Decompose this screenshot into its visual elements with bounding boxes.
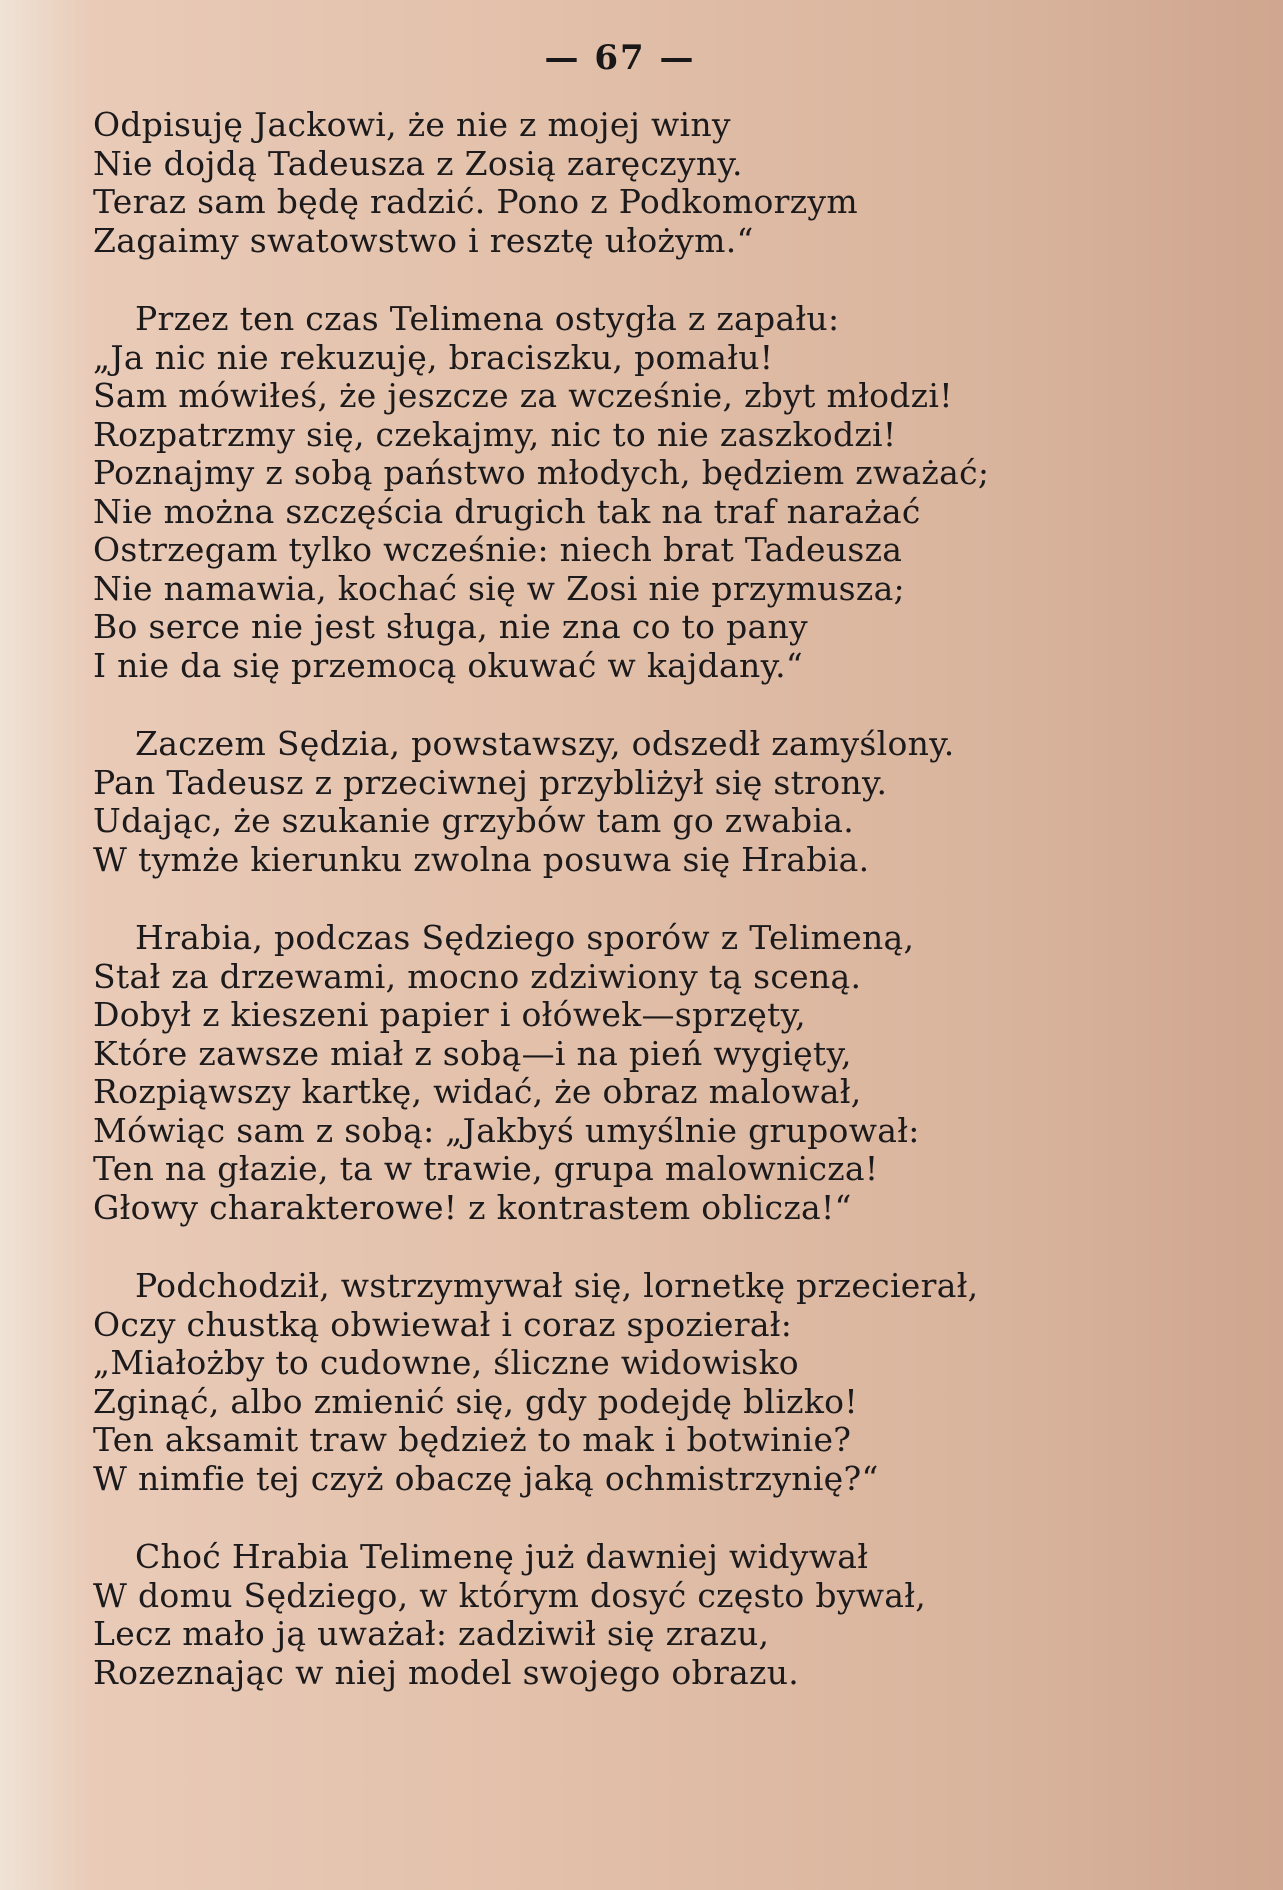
verse-line: Przez ten czas Telimena ostygła z zapału: [135,299,840,338]
stanza [93,106,1213,260]
verse-line: Oczy chustką obwiewał i coraz spozierał: [93,1304,793,1344]
verse-line: Zaczem Sędzia, powstawszy, odszedł zamyślony. [135,724,955,763]
verse-line: Udając, że szukanie grzybów tam go zwabia. [93,801,855,840]
poem-text [93,106,1213,1732]
verse-line: Zginąć, albo zmienić się, gdy podejdę blizko! [93,1381,858,1421]
verse-line: Bo serce nie jest sługa, nie zna co to pany [93,607,808,646]
verse-line: Sam mówiłeś, że jeszcze za wcześnie, zbyt młodzi! [93,376,953,415]
verse-line: Rozpiąwszy kartkę, widać, że obraz malował, [93,1072,862,1111]
verse-line: Głowy charakterowe! z kontrastem oblicza!“ [93,1187,852,1227]
verse-line: Rozpatrzmy się, czekajmy, nic to nie zaszkodzi! [93,414,897,454]
verse-line: Odpisuję Jackowi, że nie z mojej winy [93,105,731,144]
verse-line: Stał za drzewami, mocno zdziwiony tą sceną. [93,956,862,996]
verse-line: W nimfie tej czyż obaczę jaką ochmistrzynię?“ [93,1458,879,1498]
verse-line: Ten na głazie, ta w trawie, grupa malownicza! [93,1149,879,1188]
verse-line: Nie można szczęścia drugich tak na traf narażać [93,491,921,531]
verse-line: Teraz sam będę radzić. Pono z Podkomorzym [93,182,858,221]
stanza [93,725,1213,879]
stanza [93,1538,1213,1692]
page-number: — 67 — [544,38,696,78]
verse-line: Ten aksamit traw będzież to mak i botwinie? [93,1420,852,1459]
verse-line: Rozeznając w niej model swojego obrazu. [93,1652,800,1692]
verse-line: Pan Tadeusz z przeciwnej przybliżył się strony. [93,762,888,802]
verse-line: Mówiąc sam z sobą: „Jakbyś umyślnie grupował: [93,1110,920,1150]
verse-line: Lecz mało ją uważał: zadziwił się zrazu, [93,1614,770,1653]
verse-line: I nie da się przemocą okuwać w kajdany.“ [93,645,804,685]
verse-line: Hrabia, podczas Sędziego sporów z Telimeną, [135,918,915,957]
verse-line: W domu Sędziego, w którym dosyć często bywał, [93,1575,927,1615]
verse-line: Poznajmy z sobą państwo młodych, będziem zważać; [93,453,990,492]
verse-line: Podchodził, wstrzymywał się, lornetkę przecierał, [135,1266,979,1305]
verse-line: Choć Hrabia Telimenę już dawniej widywał [135,1537,869,1576]
verse-line: Nie dojdą Tadeusza z Zosią zaręczyny. [93,143,743,183]
verse-line: Dobył z kieszeni papier i ołówek—sprzęty, [93,995,806,1034]
verse-line: „Ja nic nie rekuzuję, braciszku, pomału! [93,337,774,377]
verse-line: Które zawsze miał z sobą—i na pień wygięty, [93,1033,852,1073]
verse-line: Zagaimy swatowstwo i resztę ułożym.“ [93,220,754,260]
verse-line: Ostrzegam tylko wcześnie: niech brat Tadeusza [93,530,903,569]
verse-line: Nie namawia, kochać się w Zosi nie przymusza; [93,568,905,608]
stanza [93,919,1213,1227]
verse-line: W tymże kierunku zwolna posuwa się Hrabia. [93,839,870,879]
stanza [93,300,1213,685]
verse-line: „Miałożby to cudowne, śliczne widowisko [93,1343,799,1382]
stanza [93,1267,1213,1498]
